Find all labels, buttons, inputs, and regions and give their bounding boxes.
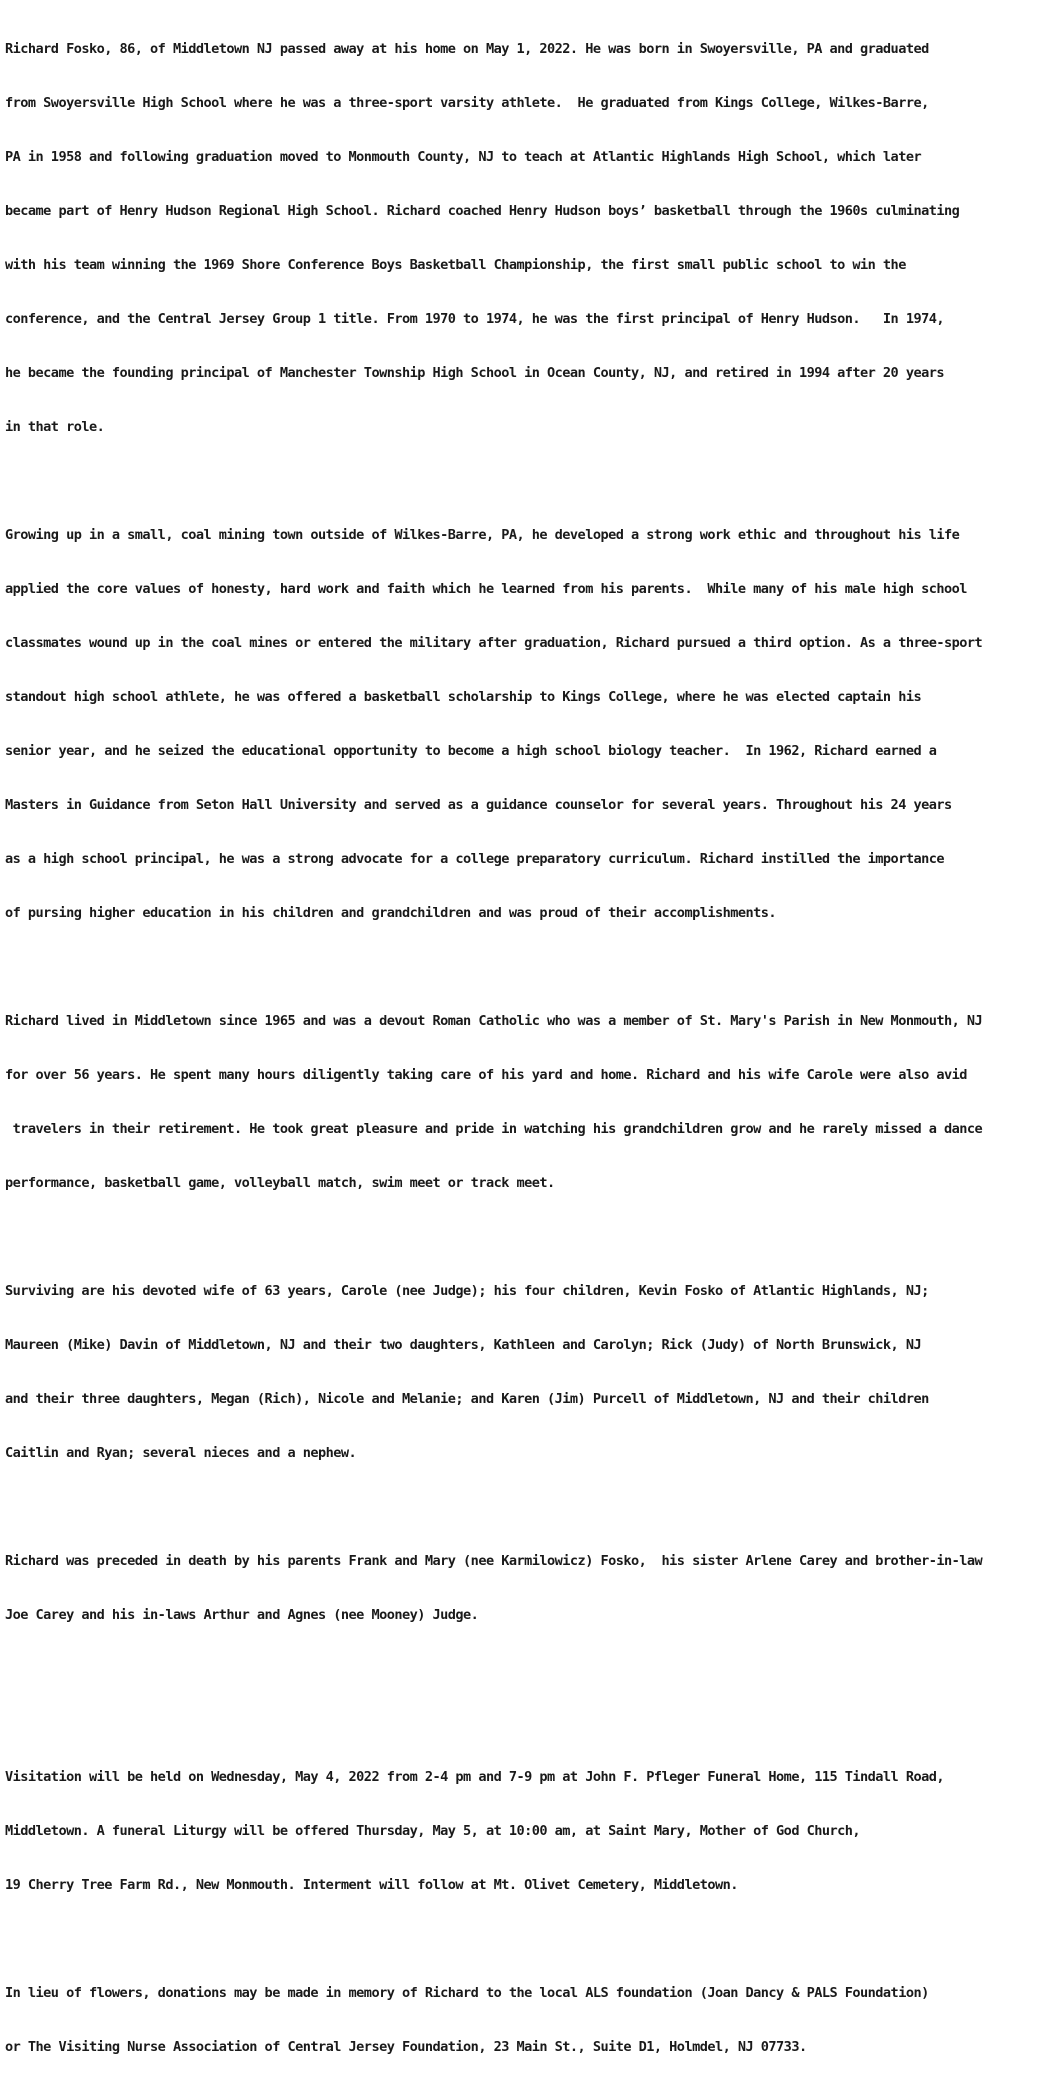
blank-line <box>5 1228 1055 1246</box>
text-line: from Swoyersville High School where he was a three-sport varsity athlete. He graduated from Kings College, Wilkes-Barre, <box>5 95 929 111</box>
text-line: in that role. <box>5 419 105 435</box>
text-line: or The Visiting Nurse Association of Central Jersey Foundation, 23 Main St., Suite D1, Holmdel, NJ 07733. <box>5 2039 807 2055</box>
blank-line <box>5 1498 1055 1516</box>
blank-line <box>5 472 1055 490</box>
blank-line <box>5 958 1055 976</box>
text-line: with his team winning the 1969 Shore Conference Boys Basketball Championship, the first small public school to win the <box>5 257 906 273</box>
text-line: Richard lived in Middletown since 1965 and was a devout Roman Catholic who was a member of St. Mary's Parish in New Monmouth, NJ <box>5 1013 983 1029</box>
text-line: conference, and the Central Jersey Group 1 title. From 1970 to 1974, he was the first principal of Henry Hudson. In 1974, <box>5 311 944 327</box>
blank-line <box>5 1660 1055 1678</box>
text-line: PA in 1958 and following graduation moved to Monmouth County, NJ to teach at Atlantic Highlands High School, which later <box>5 149 922 165</box>
text-line: travelers in their retirement. He took great pleasure and pride in watching his grandchildren grow and he rarely missed a dance <box>5 1121 983 1137</box>
text-line: Richard Fosko, 86, of Middletown NJ passed away at his home on May 1, 2022. He was born in Swoyersville, PA and graduated <box>5 41 929 57</box>
obituary-text-document <box>5 4 1055 2074</box>
text-line: standout high school athlete, he was offered a basketball scholarship to Kings College, where he was elected captain his <box>5 689 922 705</box>
text-line: Joe Carey and his in-laws Arthur and Agnes (nee Mooney) Judge. <box>5 1607 479 1623</box>
blank-line <box>5 1930 1055 1948</box>
text-line: Richard was preceded in death by his parents Frank and Mary (nee Karmilowicz) Fosko, his sister Arlene Carey and brother-in-law <box>5 1553 983 1569</box>
text-line: Maureen (Mike) Davin of Middletown, NJ and their two daughters, Kathleen and Carolyn; Rick (Judy) of North Brunswick, NJ <box>5 1337 922 1353</box>
text-line: Middletown. A funeral Liturgy will be offered Thursday, May 5, at 10:00 am, at Saint Mary, Mother of God Church, <box>5 1823 861 1839</box>
text-line: of pursing higher education in his children and grandchildren and was proud of their accomplishments. <box>5 905 777 921</box>
text-line: In lieu of flowers, donations may be made in memory of Richard to the local ALS foundation (Joan Dancy & PALS Foundation) <box>5 1985 929 2001</box>
text-line: he became the founding principal of Manchester Township High School in Ocean County, NJ, and retired in 1994 after 20 years <box>5 365 944 381</box>
text-line: for over 56 years. He spent many hours diligently taking care of his yard and home. Richard and his wife Carole were also avid <box>5 1067 967 1083</box>
text-line: classmates wound up in the coal mines or entered the military after graduation, Richard pursued a third option. As a three-sport <box>5 635 983 651</box>
text-line: Masters in Guidance from Seton Hall University and served as a guidance counselor for several years. Throughout his 24 years <box>5 797 952 813</box>
text-line: 19 Cherry Tree Farm Rd., New Monmouth. Interment will follow at Mt. Olivet Cemetery, Middletown. <box>5 1877 738 1893</box>
text-line: Visitation will be held on Wednesday, May 4, 2022 from 2-4 pm and 7-9 pm at John F. Pfleger Funeral Home, 115 Tindall Road, <box>5 1769 944 1785</box>
text-line: and their three daughters, Megan (Rich), Nicole and Melanie; and Karen (Jim) Purcell of Middletown, NJ and their children <box>5 1391 929 1407</box>
text-line: Growing up in a small, coal mining town outside of Wilkes-Barre, PA, he developed a strong work ethic and throughout his life <box>5 527 960 543</box>
text-line: performance, basketball game, volleyball match, swim meet or track meet. <box>5 1175 555 1191</box>
blank-line <box>5 1714 1055 1732</box>
text-line: Surviving are his devoted wife of 63 years, Carole (nee Judge); his four children, Kevin Fosko of Atlantic Highlands, NJ; <box>5 1283 929 1299</box>
text-line: senior year, and he seized the educational opportunity to become a high school biology teacher. In 1962, Richard earned a <box>5 743 937 759</box>
text-line: as a high school principal, he was a strong advocate for a college preparatory curriculum. Richard instilled the importance <box>5 851 944 867</box>
text-line: became part of Henry Hudson Regional High School. Richard coached Henry Hudson boys’ basketball through the 1960s culminating <box>5 203 960 219</box>
text-line: applied the core values of honesty, hard work and faith which he learned from his parents. While many of his male high school <box>5 581 967 597</box>
text-line: Caitlin and Ryan; several nieces and a nephew. <box>5 1445 357 1461</box>
